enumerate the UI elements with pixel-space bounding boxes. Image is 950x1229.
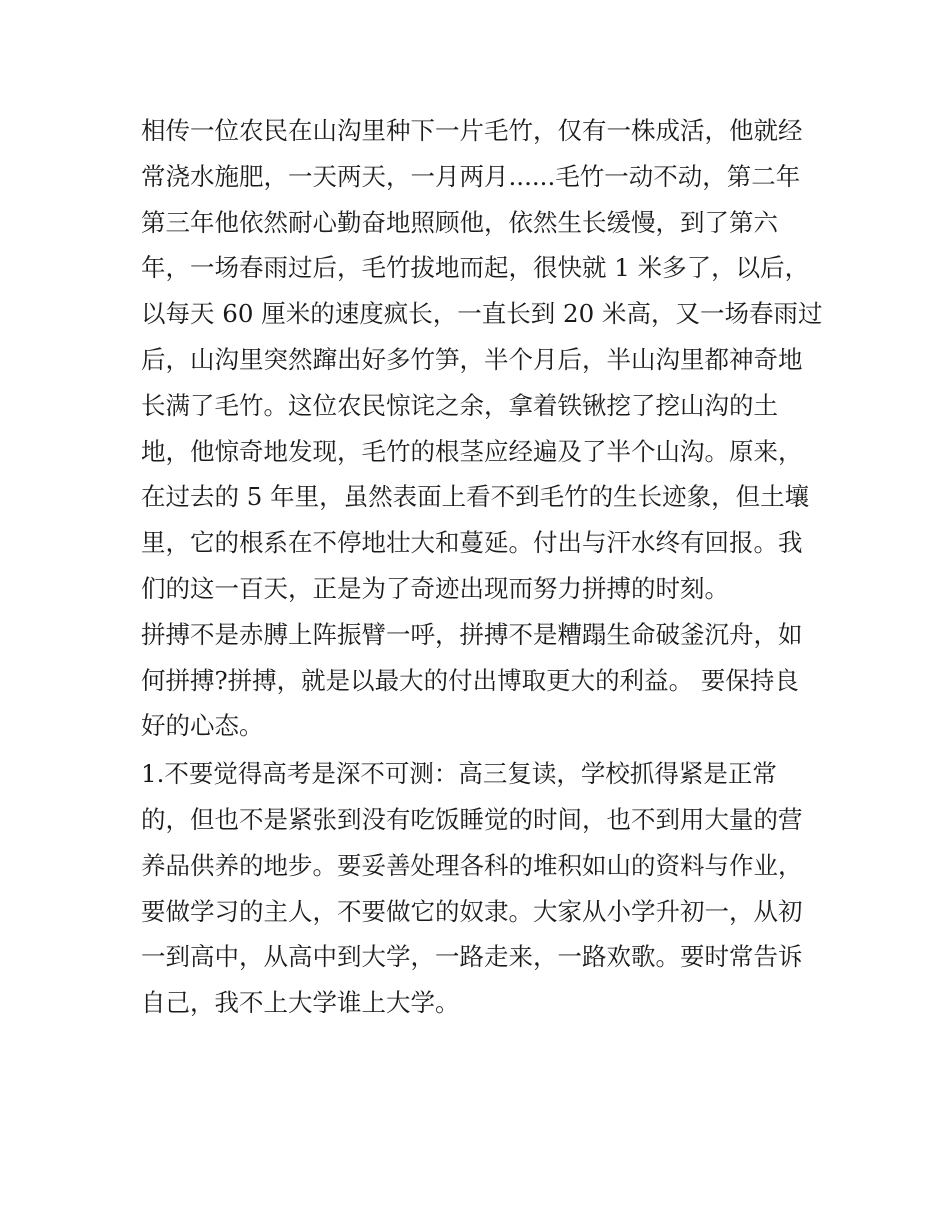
text-line: 后，山沟里突然蹿出好多竹笋，半个月后，半山沟里都神奇地 [141, 344, 803, 374]
text-line: 长满了毛竹。这位农民惊诧之余，拿着铁锹挖了挖山沟的土 [141, 390, 778, 420]
text-line: 好的心态。 [141, 711, 264, 741]
text-line: 在过去的 5 年里，虽然表面上看不到毛竹的生长迹象，但土壤 [141, 482, 810, 512]
text-line: 自己，我不上大学谁上大学。 [141, 988, 460, 1018]
text-line: 何拼搏?拼搏，就是以最大的付出博取更大的利益。 要保持良 [141, 665, 799, 695]
text-line: 以每天 60 厘米的速度疯长，一直长到 20 米高，又一场春雨过 [141, 299, 823, 329]
text-line: 1.不要觉得高考是深不可测：高三复读，学校抓得紧是正常 [141, 759, 777, 789]
text-line: 要做学习的主人，不要做它的奴隶。大家从小学升初一，从初 [141, 896, 803, 926]
text-line: 的，但也不是紧张到没有吃饭睡觉的时间，也不到用大量的营 [141, 804, 803, 834]
text-line: 常浇水施肥，一天两天，一月两月......毛竹一动不动，第二年 [141, 161, 801, 191]
text-line: 年，一场春雨过后，毛竹拔地而起，很快就 1 米多了，以后， [141, 253, 810, 283]
text-line: 第三年他依然耐心勤奋地照顾他，依然生长缓慢，到了第六 [141, 207, 778, 237]
text-line: 相传一位农民在山沟里种下一片毛竹，仅有一株成活，他就经 [141, 116, 803, 145]
document-body [141, 108, 823, 1026]
text-line: 里，它的根系在不停地壮大和蔓延。付出与汗水终有回报。我 [141, 528, 803, 558]
text-line: 养品供养的地步。要妥善处理各科的堆积如山的资料与作业， [141, 850, 803, 880]
text-line: 一到高中，从高中到大学，一路走来，一路欢歌。要时常告诉 [141, 942, 803, 972]
text-line: 们的这一百天，正是为了奇迹出现而努力拼搏的时刻。 [141, 573, 729, 603]
text-line: 地，他惊奇地发现，毛竹的根茎应经遍及了半个山沟。原来， [141, 436, 803, 466]
text-line: 拼搏不是赤膊上阵振臂一呼，拼搏不是糟蹋生命破釜沉舟，如 [141, 619, 803, 649]
